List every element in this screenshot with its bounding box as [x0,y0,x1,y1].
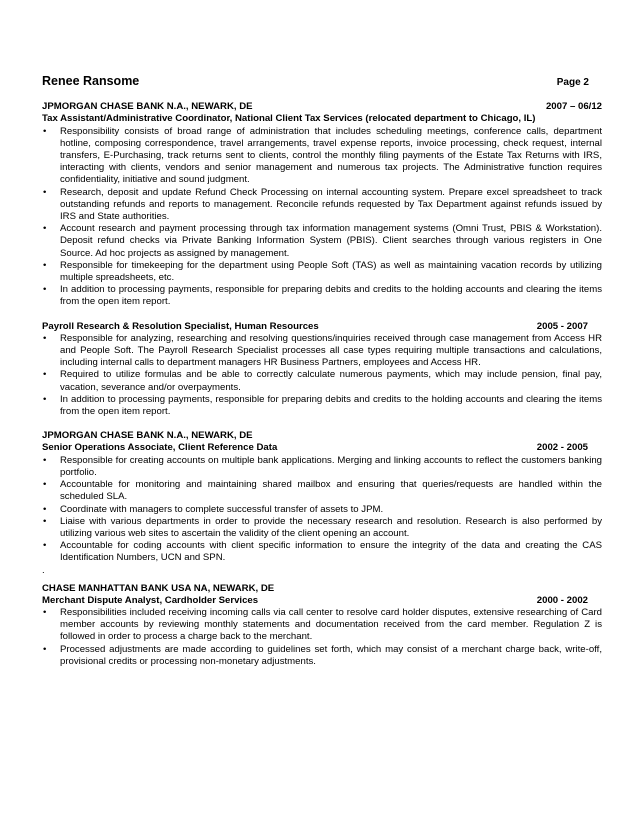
bullet-item: • Responsible for analyzing, researching and resolving questions/inquiries received through case management from Access HR and People Soft. The Payroll Research Specialist processes all case types requiring multiple transactions and calculations, including internal calls to department managers HR Business Partners, employees and Access HR. [42,333,602,370]
job-dates: 2002 - 2005 [536,442,588,454]
company-name: JPMORGAN CHASE BANK N.A., NEWARK, DE [42,101,253,113]
bullet-list [42,607,602,668]
title-row [42,442,602,454]
job-title: Merchant Dispute Analyst, Cardholder Services [42,594,259,606]
page-number: Page 2 [556,77,589,88]
job-section [42,583,602,668]
candidate-name: Renee Ransome [42,74,140,88]
job-title: Tax Assistant/Administrative Coordinator, National Client Tax Services (relocated department to Chicago, IL) [42,113,536,125]
bullet-list [42,333,602,418]
bullet-item: • Responsibilities included receiving incoming calls via call center to resolve card holder disputes, extensive researching of Card member accounts by reviewing monthly statements and documentation received from the card member. Regulation Z is followed in order to process a charge back to the merchant. [42,607,602,644]
title-row [42,595,602,607]
job-dates: 2007 – 06/12 [545,101,602,113]
bullet-item: • Required to utilize formulas and be able to correctly calculate numerous payments, which may include pension, final pay, vacation, severance and/or overpayments. [42,369,602,393]
bullet-item: • Responsible for timekeeping for the department using People Soft (TAS) as well as maintaining vacation records by utilizing multiple spreadsheets, etc. [42,260,602,284]
bullet-item: • Research, deposit and update Refund Check Processing on internal accounting system. Prepare excel spreadsheet to track outstanding refunds and reports to management. Reconcile refunds requested by Tax Department against refunds issued by IRS and State authorities. [42,187,602,224]
bullet-item: • Processed adjustments are made according to guidelines set forth, which may consist of a merchant charge back, write-off, provisional credits or processing non-monetary adjustments. [42,644,602,668]
bullet-item: • Responsibility consists of broad range of administration that includes scheduling meetings, conference calls, department hotline, composing correspondence, travel arrangements, travel expense reports, invoice processing, check request, internal transfers, E-Purchasing, track returns sent to clients, control the monthly filing payments of the Estate Tax Returns with IRS, interacting with clients, vendors and senior management and numerous tax projects. The Administrative function requires confidentiality, initiative and sound judgment. [42,126,602,187]
bullet-item: • Account research and payment processing through tax information management systems (Omni Trust, PBIS & Workstation). Deposit refund checks via Private Banking Information System (PBIS). Client searches through various registers in One Source. Ad hoc projects as assigned by management. [42,223,602,260]
bullet-item: • Accountable for coding accounts with client specific information to ensure the integrity of the data and creating the CAS Identification Numbers, UCN and SPN. [42,540,602,564]
company-name: CHASE MANHATTAN BANK USA NA, NEWARK, DE [42,582,275,594]
bullet-item: • In addition to processing payments, responsible for preparing debits and credits to the holding accounts and clearing the items from the open item report. [42,284,602,308]
job-title: Payroll Research & Resolution Specialist, Human Resources [42,320,319,332]
bullet-item: • Responsible for creating accounts on multiple bank applications. Merging and linking accounts to reflect the customers banking portfolio. [42,455,602,479]
job-title: Senior Operations Associate, Client Reference Data [42,442,278,454]
bullet-list [42,455,602,565]
title-row [42,321,602,333]
job-section [42,430,602,576]
bullet-item: • Coordinate with managers to complete successful transfer of assets to JPM. [42,504,602,516]
company-name: JPMORGAN CHASE BANK N.A., NEWARK, DE [42,430,253,442]
bullet-item: • In addition to processing payments, responsible for preparing debits and credits to the holding accounts and clearing the items from the open item report. [42,394,602,418]
bullet-list [42,126,602,309]
job-dates: 2000 - 2002 [536,594,588,606]
job-section [42,321,602,419]
job-dates: 2005 - 2007 [536,320,588,332]
bullet-item: • Liaise with various departments in order to provide the necessary research and resolution. Research is also performed by utilizing various web sites to ascertain the validity of the client opening an account. [42,516,602,540]
company-row [42,101,602,113]
resume-content [42,75,602,680]
trailing-dot: . [42,564,45,576]
bullet-item: • Accountable for monitoring and maintaining shared mailbox and ensuring that queries/requests are handled within the scheduled SLA. [42,479,602,503]
job-section [42,101,602,308]
page-header [42,75,602,89]
